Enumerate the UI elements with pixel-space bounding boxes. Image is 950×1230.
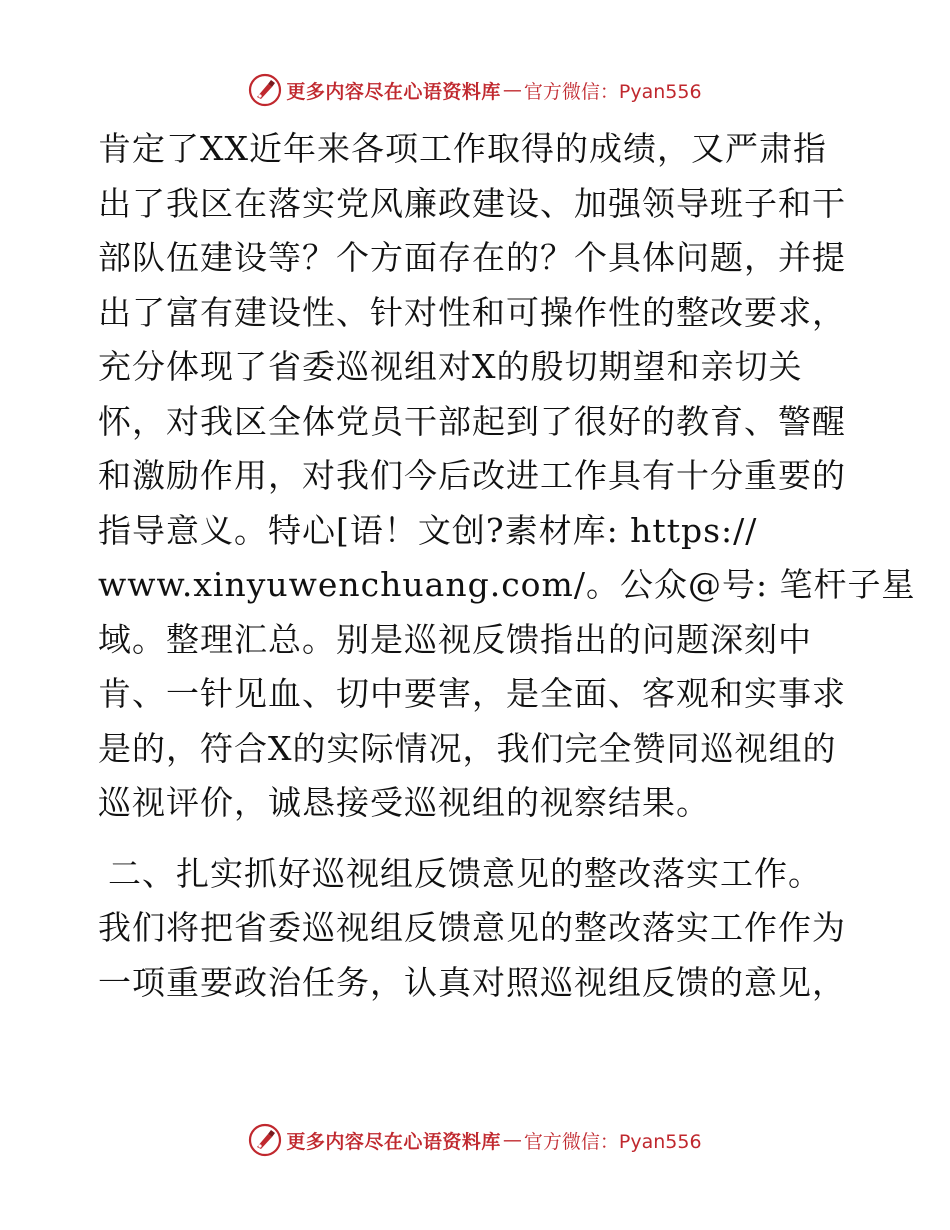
banner-wechat-text: 官方微信：Pyan556 [523, 80, 702, 103]
pen-nib-logo-icon [248, 73, 282, 107]
header-banner [0, 70, 950, 110]
banner-wechat-text: 官方微信：Pyan556 [523, 1130, 702, 1153]
text-line: 出了我区在落实党风廉政建设、加强领导班子和干 [98, 183, 846, 223]
text-line: 怀，对我区全体党员干部起到了很好的教育、警醒 [98, 401, 846, 441]
banner-brand-text: 更多内容尽在心语资料库 [286, 1130, 501, 1153]
banner-dash: — [502, 79, 522, 101]
text-line: 巡视评价，诚恳接受巡视组的视察结果。 [98, 783, 710, 822]
text-line: 肯定了XX近年来各项工作取得的成绩，又严肃指 [98, 129, 827, 168]
pen-nib-logo-icon [248, 1123, 282, 1157]
paragraph-2 [98, 847, 858, 1011]
text-line: 指导意义。特心[语！文创?素材库: https:// [98, 510, 758, 550]
text-line: 充分体现了省委巡视组对X的殷切期望和亲切关 [98, 347, 803, 386]
footer-banner [0, 1120, 950, 1160]
text-line: 部队伍建设等？个方面存在的？个具体问题，并提 [98, 238, 846, 277]
text-line: 和激励作用，对我们今后改进工作具有十分重要的 [98, 456, 846, 495]
text-line: 我们将把省委巡视组反馈意见的整改落实工作作为 [98, 908, 846, 947]
text-line: 是的，符合X的实际情况，我们完全赞同巡视组的 [98, 728, 837, 768]
banner-brand-text: 更多内容尽在心语资料库 [286, 80, 501, 103]
text-line: 肯、一针见血、切中要害，是全面、客观和实事求 [98, 674, 846, 713]
paragraph-1 [98, 122, 916, 831]
text-line: 出了富有建设性、针对性和可操作性的整改要求， [98, 292, 846, 332]
text-line: 域。整理汇总。别是巡视反馈指出的问题深刻中 [98, 619, 812, 659]
text-line: www.xinyuwenchuang.com/。公众@号: 笔杆子星 [98, 565, 916, 604]
paragraph-gap [98, 831, 858, 847]
document-body [98, 122, 916, 1010]
banner-dash: — [502, 1129, 522, 1151]
text-line: 一项重要政治任务，认真对照巡视组反馈的意见， [98, 962, 846, 1002]
section-heading: 二、扎实抓好巡视组反馈意见的整改落实工作。 [108, 853, 822, 893]
